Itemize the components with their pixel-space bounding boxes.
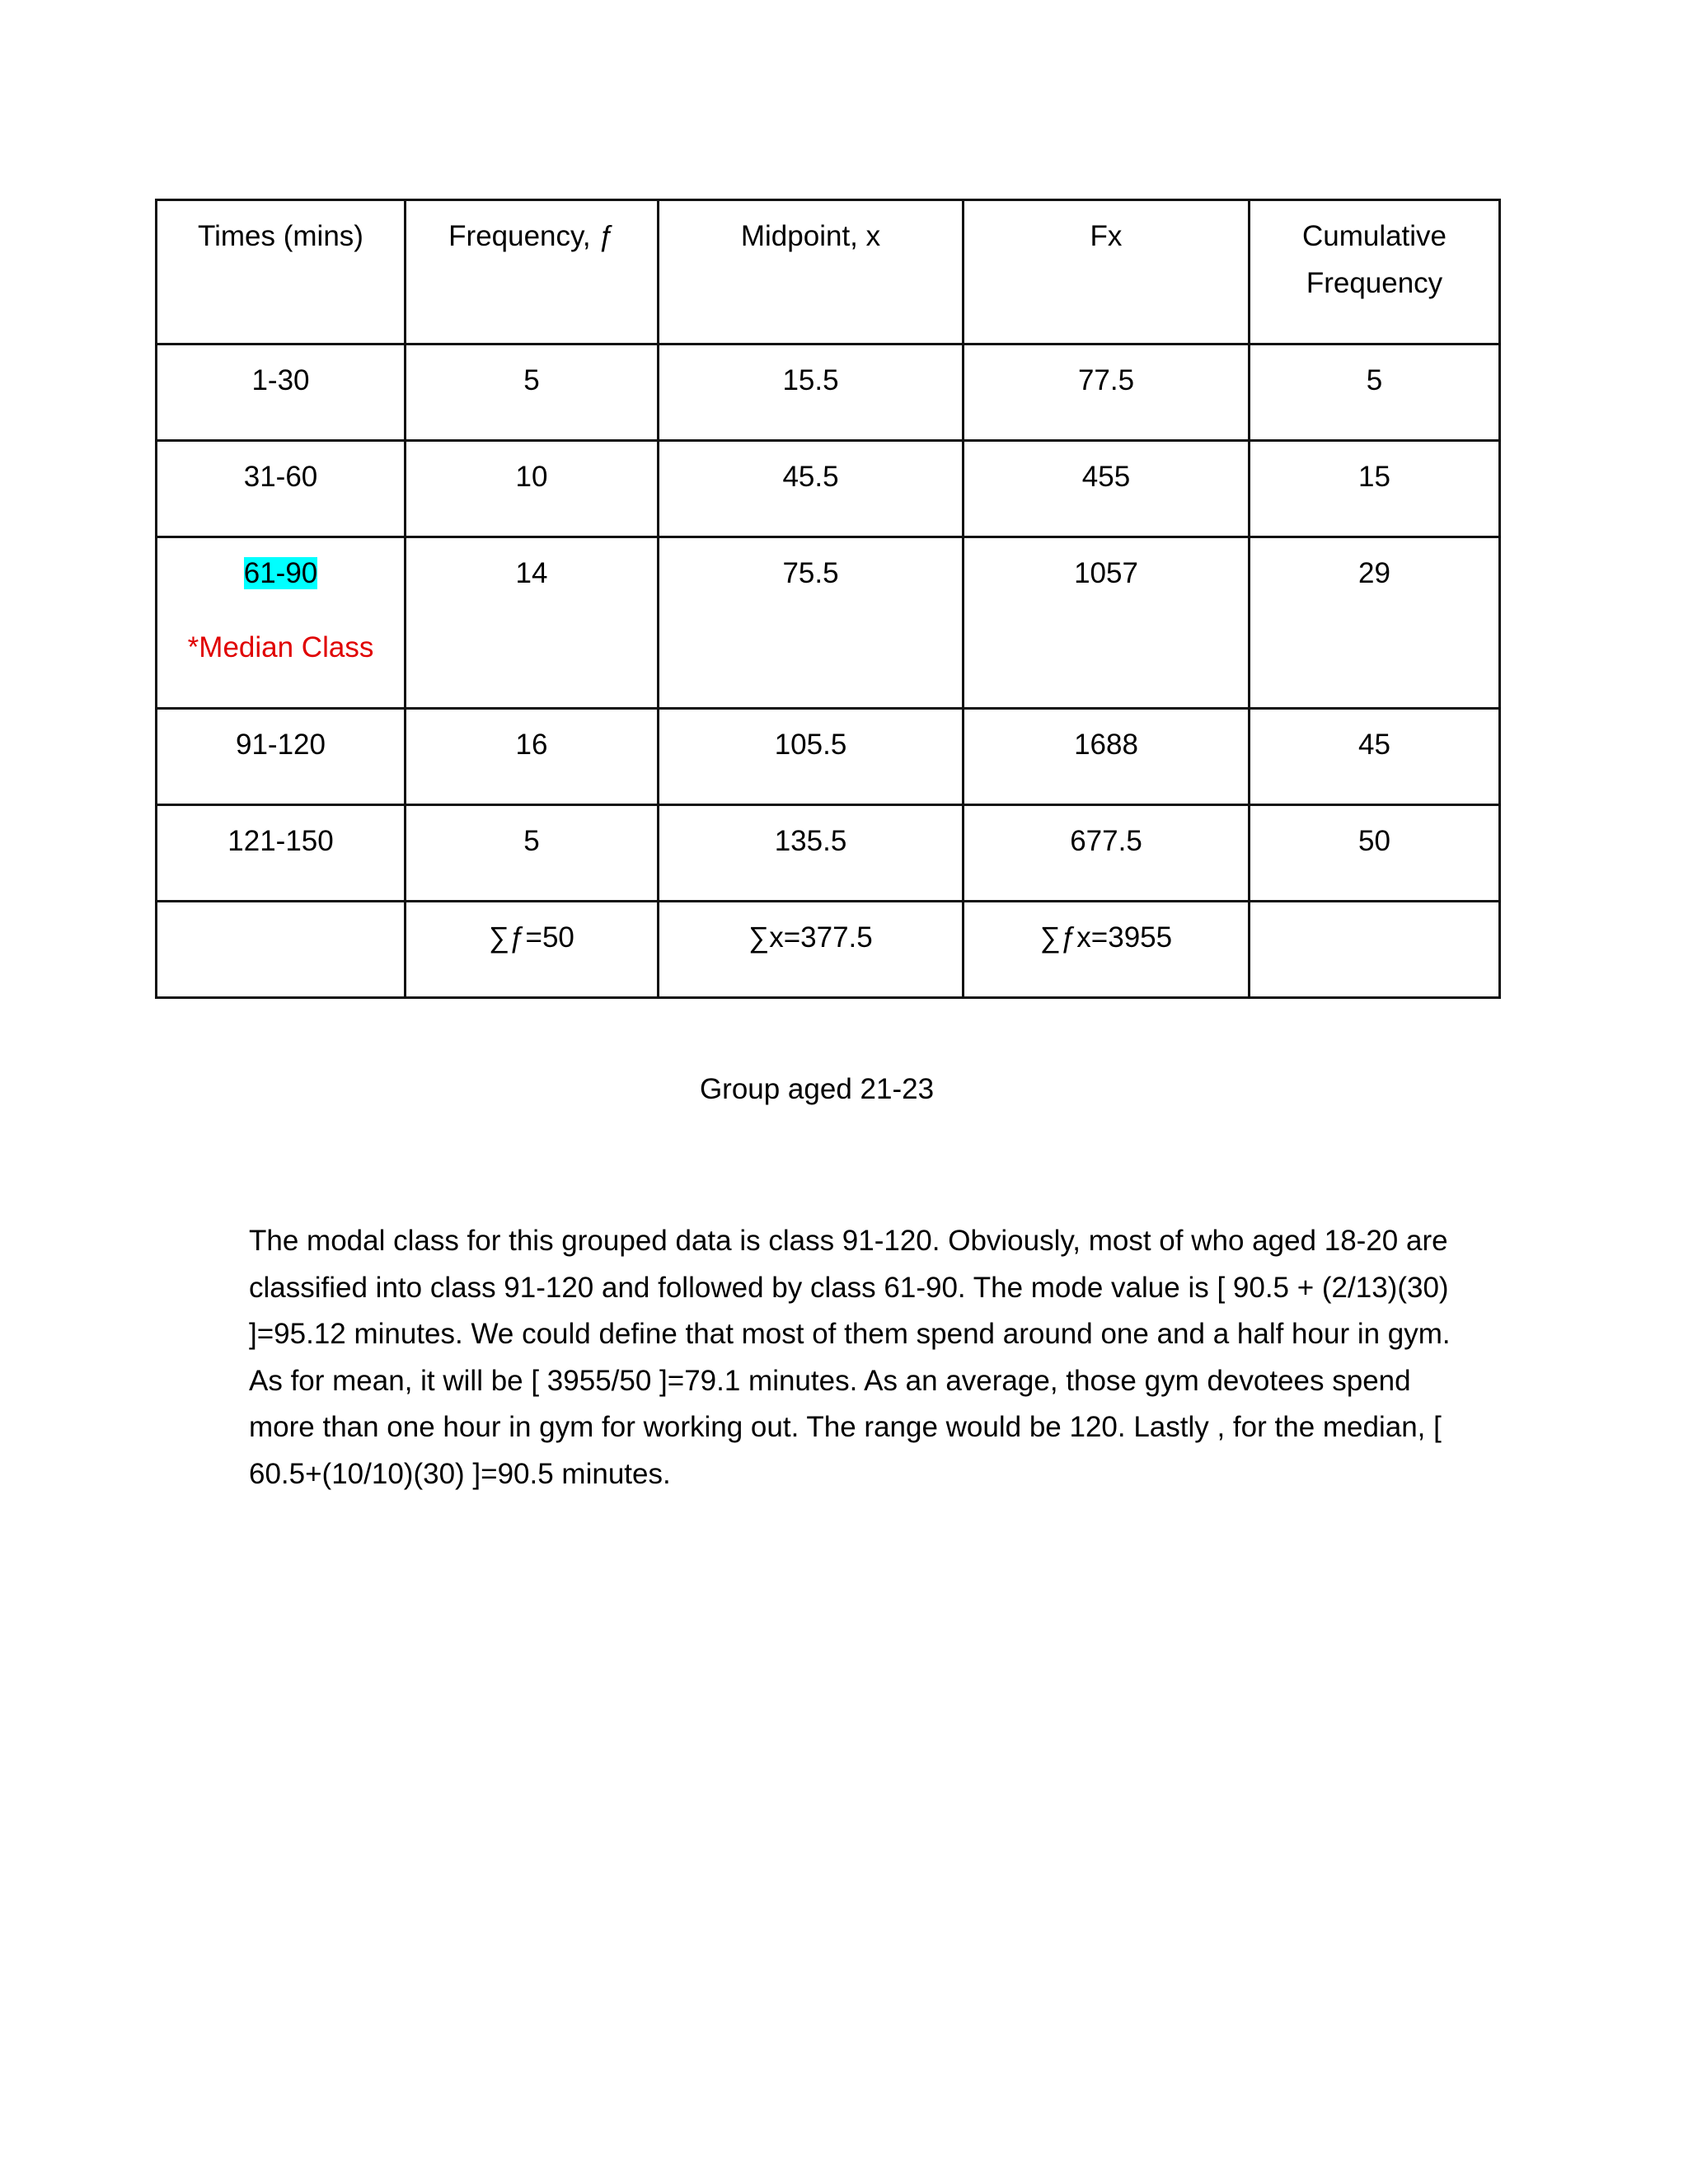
cell-frequency: 16 — [406, 709, 659, 805]
total-empty — [157, 902, 406, 998]
cell-cumulative: 5 — [1250, 344, 1500, 441]
header-fx: Fx — [964, 200, 1250, 344]
total-empty-2 — [1250, 902, 1500, 998]
cell-fx: 455 — [964, 441, 1250, 537]
cell-midpoint: 15.5 — [659, 344, 964, 441]
table-caption: Group aged 21-23 — [699, 1073, 935, 1105]
cell-cumulative: 45 — [1250, 709, 1500, 805]
header-cumulative-frequency: Cumulative Frequency — [1250, 200, 1500, 344]
frequency-table — [155, 199, 1501, 999]
cell-cumulative: 29 — [1250, 537, 1500, 709]
cell-times: 1-30 — [157, 344, 406, 441]
cell-fx: 77.5 — [964, 344, 1250, 441]
cell-cumulative: 50 — [1250, 805, 1500, 902]
cell-fx: 677.5 — [964, 805, 1250, 902]
header-times: Times (mins) — [157, 200, 406, 344]
cell-midpoint: 75.5 — [659, 537, 964, 709]
cell-fx: 1057 — [964, 537, 1250, 709]
table-row — [157, 805, 1500, 902]
cell-times: 31-60 — [157, 441, 406, 537]
median-class-note: *Median Class — [187, 631, 374, 663]
cell-frequency: 14 — [406, 537, 659, 709]
table-totals-row — [157, 902, 1500, 998]
total-frequency: ∑ƒ=50 — [406, 902, 659, 998]
cell-frequency: 5 — [406, 344, 659, 441]
table-row — [157, 709, 1500, 805]
cell-midpoint: 105.5 — [659, 709, 964, 805]
cell-frequency: 10 — [406, 441, 659, 537]
cell-cumulative: 15 — [1250, 441, 1500, 537]
cell-frequency: 5 — [406, 805, 659, 902]
total-midpoint: ∑x=377.5 — [659, 902, 964, 998]
table-row-median — [157, 537, 1500, 709]
cell-midpoint: 45.5 — [659, 441, 964, 537]
cell-midpoint: 135.5 — [659, 805, 964, 902]
cell-times: 121-150 — [157, 805, 406, 902]
highlighted-class: 61-90 — [243, 557, 318, 589]
table-header-row — [157, 200, 1500, 344]
table-row — [157, 344, 1500, 441]
header-frequency: Frequency, ƒ — [406, 200, 659, 344]
cell-times: 91-120 — [157, 709, 406, 805]
table-row — [157, 441, 1500, 537]
analysis-paragraph: The modal class for this grouped data is class 91-120. Obviously, most of who aged 18-20 are classified into class 91-120 and followed by class 61-90. The mode value is [ 90.5 + (2/13)(30) ]=95.12 minutes. We could define that most of them spend around one and a half hour in gym. As for mean, it will be [ 3955/50 ]=79.1 minutes. As an average, those gym devotees spend more than one hour in gym for working out. The range would be 120. Lastly , for the median, [ 60.5+(10/10)(30) ]=90.5 minutes. — [249, 1225, 1451, 1490]
cell-fx: 1688 — [964, 709, 1250, 805]
header-midpoint: Midpoint, x — [659, 200, 964, 344]
total-fx: ∑ƒx=3955 — [964, 902, 1250, 998]
cell-times-median — [157, 537, 406, 709]
